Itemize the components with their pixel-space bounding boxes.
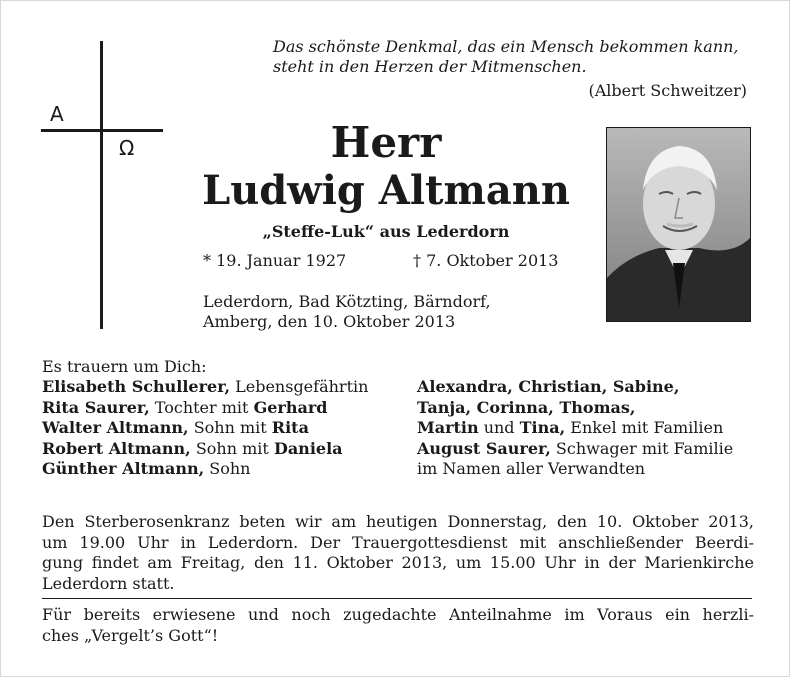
cross-vertical-beam [100,41,103,329]
mourner-partner-name: Rita [271,418,309,437]
mourner-name: Elisabeth Schullerer, [42,377,231,396]
mourner-relation: Tochter mit [149,397,254,417]
mourners-right-column [417,377,733,480]
mourner-name: Alexandra, Christian, Sabine, [417,377,680,396]
deceased-name: Ludwig Altmann [202,167,570,214]
memorial-quote [273,37,739,77]
mourner-relation: im Namen aller Verwandten [417,459,646,478]
thanks-line: Für bereits erwiesene und noch zugedachte Anteilnahme im Voraus ein herzli- [42,605,754,624]
mourner-name: Walter Altmann, [42,418,189,437]
mourner-name: Martin [417,418,479,437]
place-and-date [203,292,491,332]
mourner-line [417,398,733,419]
mourner-relation: Enkel mit Familien [565,418,724,437]
mourner-name: Günther Altmann, [42,459,205,478]
mourner-relation: Lebensgefährtin [230,377,369,396]
service-line: Den Sterberosenkranz beten wir am heutigen Donnerstag, den 10. Oktober 2013, [42,512,754,531]
mourner-line [42,398,368,419]
mourner-partner-name: Gerhard [253,397,328,417]
mourner-relation: Sohn [204,459,251,478]
mourner-name: August Saurer, [417,438,551,458]
quote-line-1: Das schönste Denkmal, das ein Mensch bekommen kann, [273,37,739,56]
mourner-line [417,439,733,460]
alpha-symbol: A [50,102,64,126]
service-line: Lederdorn statt. [42,573,175,593]
mourner-line [42,439,368,460]
mourner-relation: Sohn mit [190,438,274,458]
omega-symbol: Ω [119,136,135,160]
mourner-connector: und [478,418,520,437]
mourner-partner-name: Daniela [273,438,343,458]
mourner-line [417,418,733,439]
birth-date: * 19. Januar 1927 [203,251,347,270]
mourner-line [417,459,733,480]
mourner-line [42,459,368,480]
service-line: gung findet am Freitag, den 11. Oktober 2013, um 15.00 Uhr in der Marienkirche [42,553,754,572]
mourner-name: Rita Saurer, [42,397,150,417]
mourners-intro: Es trauern um Dich: [42,357,207,376]
mourner-line [42,418,368,439]
quote-line-2: steht in den Herzen der Mitmenschen. [273,57,587,76]
mourner-name: Robert Altmann, [42,438,191,458]
mourners-left-column [42,377,368,480]
mourner-name: Tanja, Corinna, Thomas, [417,397,636,417]
mourner-line [417,377,733,398]
portrait-photo-illustration [607,128,750,321]
mourner-relation: Sohn mit [188,418,272,437]
salutation: Herr [330,118,442,167]
mourner-partner-name: Tina, [519,418,566,437]
deceased-nickname: „Steffe-Luk“ aus Lederdorn [262,222,510,241]
death-date: † 7. Oktober 2013 [413,251,559,270]
quote-author: (Albert Schweitzer) [588,81,747,100]
service-line: um 19.00 Uhr in Lederdorn. Der Trauergottesdienst mit anschließender Beerdi- [42,532,754,552]
thanks-line: ches „Vergelt’s Gott“! [42,625,219,645]
mourner-relation: Schwager mit Familie [550,438,734,458]
service-announcement [42,512,754,594]
portrait-photo [606,127,751,322]
thanks-note [42,605,754,646]
place-line-1: Lederdorn, Bad Kötzting, Bärndorf, [203,292,491,311]
section-divider [42,598,752,599]
cross-horizontal-beam [41,129,163,132]
place-line-2: Amberg, den 10. Oktober 2013 [203,312,456,331]
mourner-line [42,377,368,398]
